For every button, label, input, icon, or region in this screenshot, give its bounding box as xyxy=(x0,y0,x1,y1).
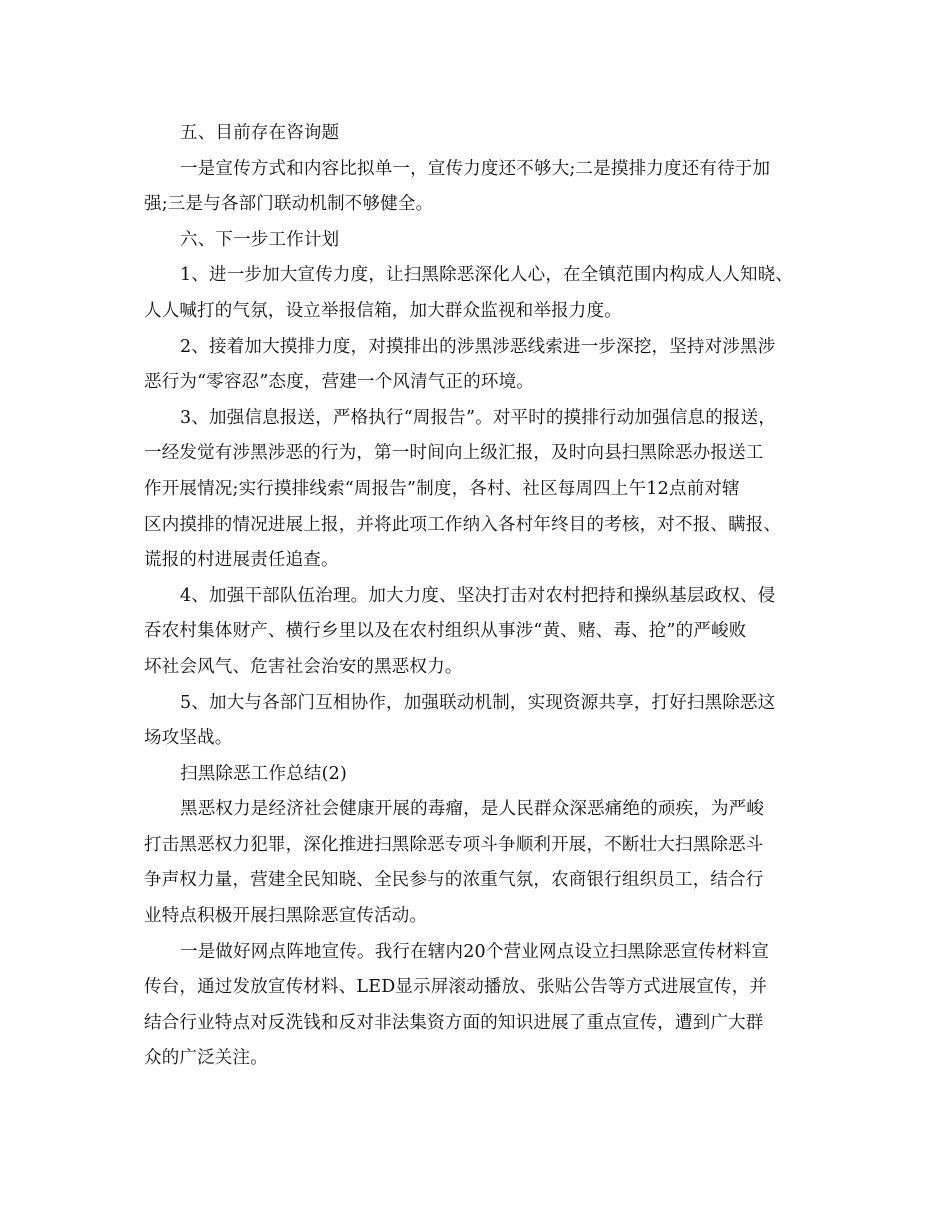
paragraph-line: 谎报的村进展责任追查。 xyxy=(144,550,339,571)
paragraph-line: 恶行为“零容忍”态度，营建一个风清气正的环境。 xyxy=(144,372,534,393)
paragraph-line: 一是宣传方式和内容比拟单一，宣传力度还不够大;二是摸排力度还有待于加 xyxy=(180,158,771,179)
paragraph-line: 1、进一步加大宣传力度，让扫黑除恶深化人心，在全镇范围内构成人人知晓、 xyxy=(180,265,794,286)
paragraph-line: 作开展情况;实行摸排线索“周报告”制度，各村、社区每周四上午12点前对辖 xyxy=(144,478,740,499)
paragraph-line: 黑恶权力是经济社会健康开展的毒瘤，是人民群众深恶痛绝的顽疾，为严峻 xyxy=(180,799,765,820)
paragraph-line: 众的广泛关注。 xyxy=(144,1048,268,1069)
paragraph-line: 3、加强信息报送，严格执行“周报告”。对平时的摸排行动加强信息的报送， xyxy=(180,407,777,428)
paragraph-line: 争声权力量，营建全民知晓、全民参与的浓重气氛，农商银行组织员工，结合行 xyxy=(144,870,764,891)
paragraph-line: 强;三是与各部门联动机制不够健全。 xyxy=(144,194,434,215)
paragraph-line: 人人喊打的气氛，设立举报信箱，加大群众监视和举报力度。 xyxy=(144,300,622,321)
paragraph-line: 传台，通过发放宣传材料、LED显示屏滚动播放、张贴公告等方式进展宣传，并 xyxy=(144,977,768,998)
section-title: 扫黑除恶工作总结(2) xyxy=(180,763,347,784)
paragraph-line: 坏社会风气、危害社会治安的黑恶权力。 xyxy=(144,656,463,677)
section-heading: 五、目前存在咨询题 xyxy=(180,123,340,143)
paragraph-line: 结合行业特点对反洗钱和反对非法集资方面的知识进展了重点宣传，遭到广大群 xyxy=(144,1012,764,1033)
paragraph-line: 业特点积极开展扫黑除恶宣传活动。 xyxy=(144,906,428,927)
section-heading: 六、下一步工作计划 xyxy=(180,229,340,250)
paragraph-line: 场攻坚战。 xyxy=(144,728,233,749)
paragraph-line: 4、加强干部队伍治理。加大力度、坚决打击对农村把持和操纵基层政权、侵 xyxy=(180,585,776,606)
paragraph-line: 一经发觉有涉黑涉恶的行为，第一时间向上级汇报，及时向县扫黑除恶办报送工 xyxy=(144,443,764,464)
paragraph-line: 5、加大与各部门互相协作，加强联动机制，实现资源共享，打好扫黑除恶这 xyxy=(180,692,776,713)
paragraph-line: 一是做好网点阵地宣传。我行在辖内20个营业网点设立扫黑除恶宣传材料宣 xyxy=(180,941,770,962)
paragraph-line: 2、接着加大摸排力度，对摸排出的涉黑涉恶线索进一步深挖，坚持对涉黑涉 xyxy=(180,336,776,357)
document-body xyxy=(144,116,824,1077)
paragraph-line: 吞农村集体财产、横行乡里以及在农村组织从事涉“黄、赌、毒、抢”的严峻败 xyxy=(144,621,747,642)
paragraph-line: 区内摸排的情况进展上报，并将此项工作纳入各村年终目的考核，对不报、瞒报、 xyxy=(144,514,782,535)
paragraph-line: 打击黑恶权力犯罪，深化推进扫黑除恶专项斗争顺利开展，不断壮大扫黑除恶斗 xyxy=(144,834,764,855)
